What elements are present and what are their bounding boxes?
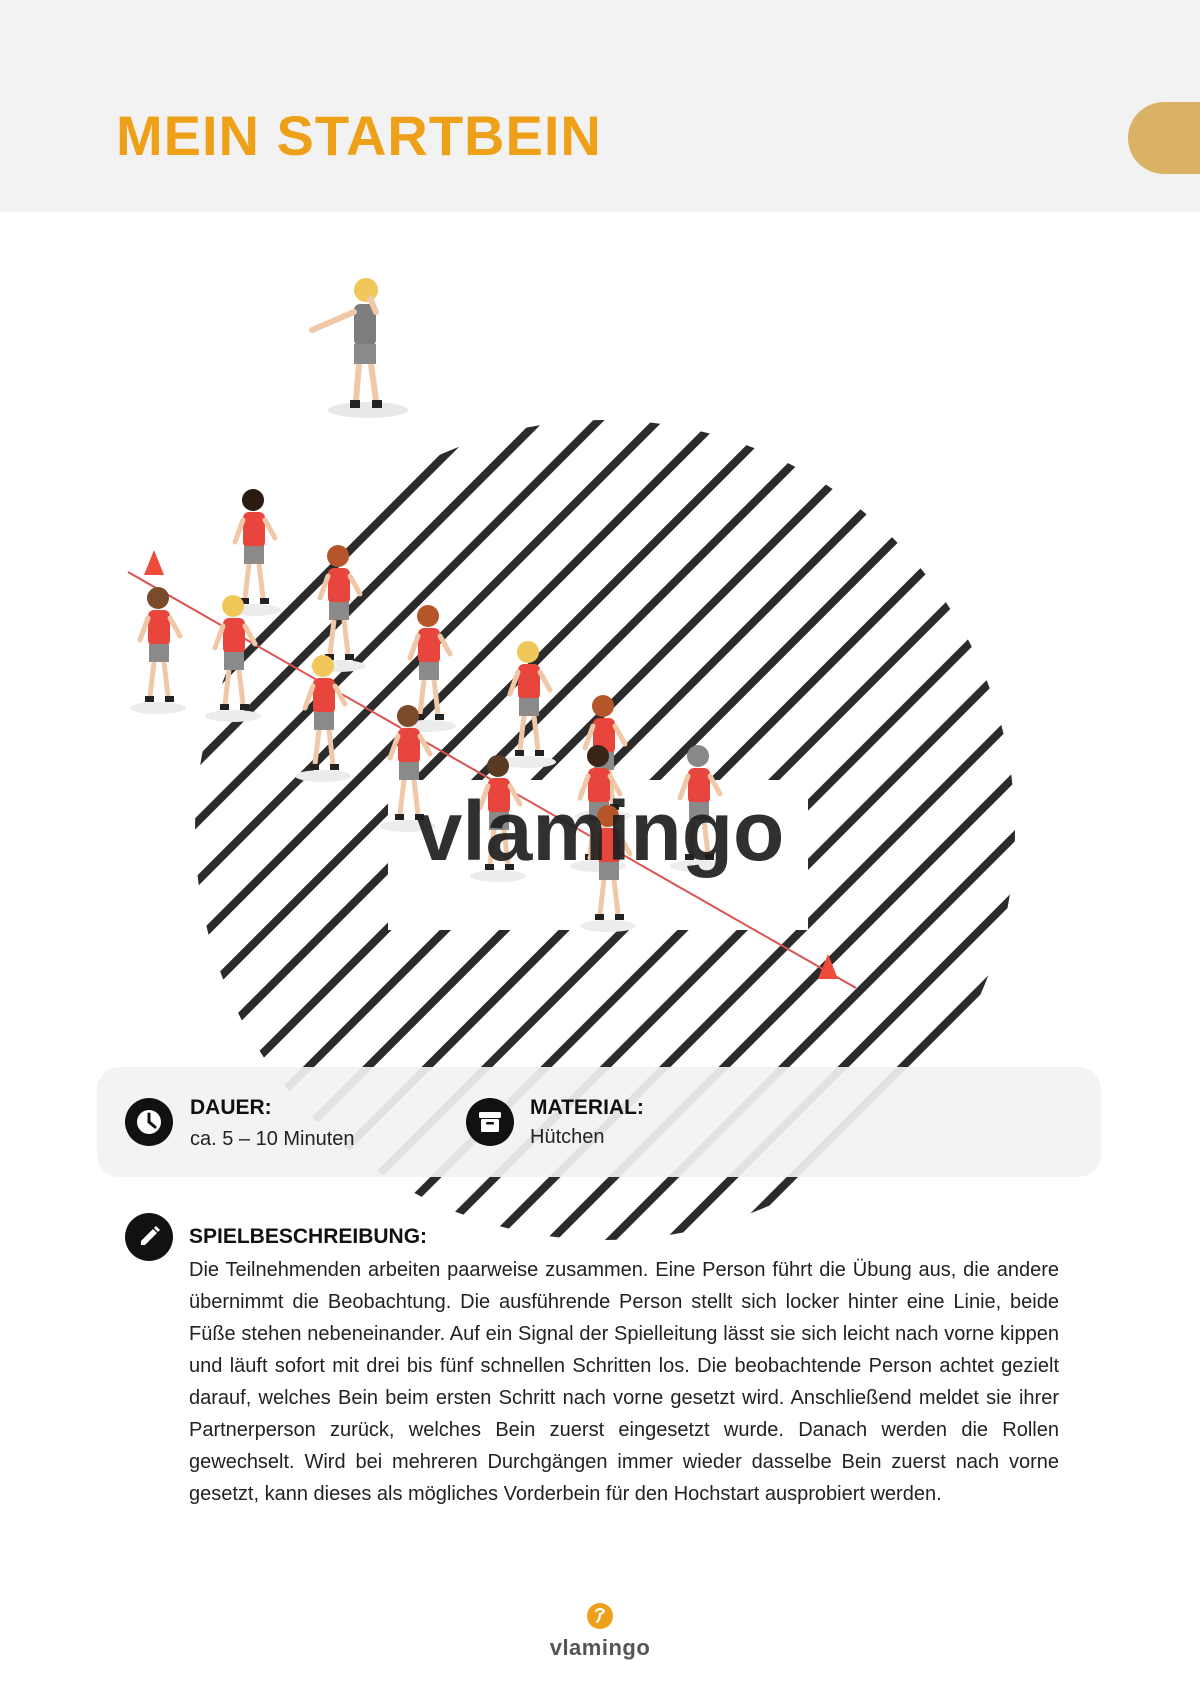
description-text: Die Teilnehmenden arbeiten paarweise zusammen. Eine Person führt die Übung aus, die andere übernimmt die Beobachtung. Die ausführende Person stellt sich locker hinter eine Linie, beide Füße stehen nebeneinander. Auf ein Signal der Spielleitung lässt sie sich leicht nach vorne kippen und läuft sofort mit drei bis fünf schnellen Schritten los. Die beobachtende Person achtet gezielt darauf, welches Bein beim ersten Schritt nach vorne gesetzt wird. Anschließend meldet sie ihrer Partnerperson zurück, welches Bein zuerst eingesetzt wurde. Danach werden die Rollen gewechselt. Wird bei mehreren Durchgängen immer wieder dasselbe Bein zuerst nach vorne gesetzt, kann dieses als mögliches Vorderbein für den Hochstart ausprobiert werden.	[189, 1259, 1059, 1505]
page-title: MEIN STARTBEIN	[116, 104, 602, 167]
description-label: SPIELBESCHREIBUNG:	[189, 1225, 428, 1248]
duration-label: DAUER:	[190, 1096, 272, 1119]
footer-logo	[540, 1602, 660, 1682]
header-band	[0, 0, 1200, 212]
page-tab	[1128, 102, 1200, 174]
material-label: MATERIAL:	[530, 1096, 644, 1119]
material-value: Hütchen	[530, 1126, 605, 1148]
footer-logo-text: vlamingo	[549, 1635, 651, 1660]
flamingo-logo-icon	[586, 1602, 614, 1630]
info-box	[97, 1067, 1101, 1177]
box-icon	[466, 1098, 514, 1146]
cone-left	[144, 550, 164, 575]
coach-figure	[312, 278, 408, 418]
clock-icon	[125, 1098, 173, 1146]
watermark-text: vlamingo	[415, 784, 785, 878]
pencil-icon	[125, 1213, 173, 1261]
player-figure	[130, 587, 186, 714]
duration-value: ca. 5 – 10 Minuten	[190, 1128, 355, 1150]
